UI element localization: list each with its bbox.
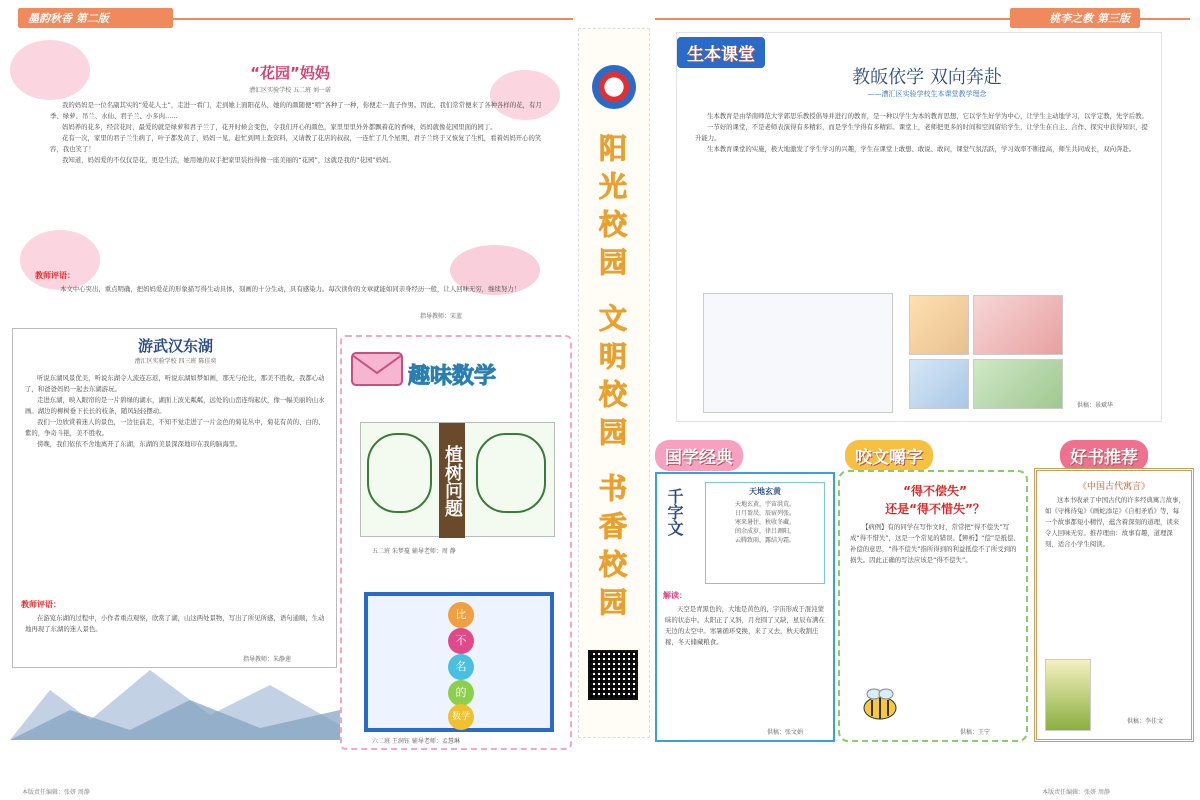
yaowen-section — [838, 470, 1028, 742]
right-page-ribbon: 桃李之教 第三版 — [1010, 8, 1140, 28]
qr-code-icon — [588, 650, 638, 700]
books-editor: 供稿：李佳文 — [1127, 718, 1164, 725]
guoxue-editor: 供稿：张文娟 — [767, 729, 804, 736]
classroom-paragraph: 生本教育是由华南师范大学郭思乐教授倡导并进行的教育，是一种以学生为本的教育思想，它以学生好学为中心，让学生主动地学习，以学定教，先学后教。 — [707, 112, 1148, 120]
article-paragraph: 妈妈养的花多，经营花时，最爱的就是绿萝和君子兰了，花开时候会变色，令我们开心的颜色，家里里里外外都飘着花的香味，妈妈就像花园里面的园丁。 — [62, 123, 497, 131]
math-card-circles — [364, 592, 554, 732]
footer-left: 本版责任编辑：张妍 周静 — [22, 789, 90, 796]
envelope-icon — [348, 345, 408, 389]
math-circle: 名 — [448, 654, 474, 680]
guoxue-poem-box — [705, 482, 825, 584]
books-badge: 好书推荐 — [1060, 440, 1148, 471]
math-card-vine-icon — [367, 433, 432, 513]
article-paragraph: 花有一次，家里的君子兰生病了，叶子都发黄了，妈妈一见，赶忙到网上查资料，又请教了花店的叔叔，一连忙了几个星期，君子兰终于又恢复了生机，看着妈妈开心的笑容，我也笑了！ — [50, 134, 542, 153]
flower-decoration-icon — [20, 230, 100, 290]
spine-slogan: 文明校园 — [598, 302, 627, 449]
comment-label: 教师评语： — [21, 600, 61, 609]
classroom-worksheet-image — [703, 293, 893, 413]
classroom-section — [676, 32, 1162, 422]
math-circle: 不 — [448, 628, 474, 654]
article-byline: 漕汇区实验学校 五二班 刘一诺 — [249, 87, 331, 94]
yaowen-title-line1: “得不偿失” — [903, 484, 967, 498]
classroom-photo — [909, 359, 969, 409]
spine-slogan: 阳光校园 — [598, 132, 627, 279]
comment-label: 教师评语： — [35, 271, 75, 280]
yaowen-title-line2: 还是“得不惜失”？ — [885, 502, 985, 516]
guoxue-badge: 国学经典 — [655, 440, 743, 471]
guoxue-section — [655, 472, 835, 742]
article-body — [25, 373, 325, 450]
bee-icon — [858, 684, 902, 724]
math-card-caption: 五二班 朱梦蔓 辅导老师：周 静 — [372, 548, 456, 555]
guoxue-poem-title: 天地玄黄 — [749, 487, 781, 496]
teacher-comment: 本文中心突出，重点明确，把妈妈爱花的形象描写得生动具体，刻画的十分生动，具有感染力。每次读你的文章就能如同亲身经历一般，让人回味无穷，继续努力！ — [60, 285, 521, 293]
math-section-title: 趣味数学 — [408, 364, 497, 389]
article-paragraph: 我的妈妈是一位名副其实的“爱花人士”，走进一看门，走到她上面阳花丛，她的的颜随便“啃”各种了一种，你便走一直子作男。因此，我们常常便来了各种各样的花，有月季、绿萝、吊兰、水仙、君子兰、小多肉…… — [50, 101, 542, 120]
article-byline: 漕汇区实验学校 四三班 陈佳奕 — [134, 358, 217, 365]
guoxue-poem-line: 天地玄黄，宇宙洪荒。 — [734, 501, 795, 508]
guoxue-note-label: 解读： — [663, 591, 687, 600]
guoxue-poem-line: 云腾致雨，露结为霜。 — [734, 537, 795, 544]
classroom-paragraph: 一节好的课堂，不是老师表演得有多精彩，而是学生学得有多精彩。课堂上，老师把更多的时间和空间留给学生，让学生在自主、合作、探究中获得知识，提升能力。 — [695, 123, 1148, 142]
article-paragraph: 我们一边欣赏着迷人的景色，一边往前走，不知不觉走进了一片金色的菊花丛中，菊花有黄的、白的、紫的，争奇斗艳，美不胜收。 — [25, 418, 325, 437]
yaowen-text: 【病例】有的同学在写作文时，常常把“得不偿失”写成“得不惜失”，这是一个常见的错误。【辨析】“偿”是抵偿、补偿的意思，“得不偿失”指所得到的利益抵偿不了所受到的损失。因此正确的写法应该是“得不偿失”。 — [850, 523, 1020, 564]
guoxue-poem-line: 寒来暑往，秋收冬藏。 — [734, 519, 795, 526]
teacher-comment: 在游览东湖的过程中，小作者重点观察，欣赏了湖，山这两处景物，写出了所见所感，语句通顺，生动地再现了东湖的迷人景色。 — [25, 614, 325, 633]
school-logo-icon — [592, 65, 636, 109]
guoxue-note: 天空是青黑色的，大地是黄色的，宇宙形成于混沌蒙昧的状态中。太阳正了又斜，月亮圆了又缺，星辰布满在无边的太空中。寒暑循环变换，来了又去，秋天收割庄稼，冬天储藏粮食。 — [665, 605, 825, 646]
article-paragraph: 听说东湖风景优美，听说东湖令人流连忘返，听说东湖如梦如画，那无与伦比，那美不胜收，我都心动了，和爸爸妈妈一起去东湖游玩。 — [25, 374, 325, 393]
classroom-photo — [973, 295, 1063, 355]
article-paragraph: 傍晚，我们依依不舍地离开了东湖，东湖的美景深深地印在我的脑海里。 — [37, 440, 242, 448]
guoxue-vertical-title: 千字文 — [665, 488, 684, 536]
article-huayuan-mama — [10, 30, 570, 325]
teacher-name: 指导教师：朱静莲 — [243, 656, 292, 663]
math-circle: 的 — [448, 680, 474, 706]
classroom-subtitle: ——漕汇区实验学校生本课堂教学理念 — [867, 90, 987, 98]
article-paragraph: 走进东湖，映入眼帘的是一片碧绿的湖水，湖面上波光粼粼，远处的山峦连绵起伏，像一幅美丽的山水画。湖边的柳树垂下长长的枝条，随风轻轻摆动。 — [25, 396, 325, 415]
math-card-vertical-title: 植树问题 — [439, 423, 465, 538]
teacher-name: 指导教师：宋蓝 — [420, 313, 463, 320]
article-title: 游武汉东湖 — [137, 337, 213, 355]
article-title: “花园”妈妈 — [250, 64, 330, 82]
left-page-ribbon: 墨韵秋香 第二版 — [18, 8, 173, 28]
books-section — [1034, 468, 1194, 742]
spine-slogan: 书香校园 — [598, 472, 627, 619]
classroom-badge: 生本课堂 — [677, 37, 765, 68]
article-paragraph: 我知道，妈妈爱的不仅仅是花，更是生活，她用她的双手把家里装扮得像一座美丽的“花园”，这就是我的“花园”妈妈。 — [62, 156, 395, 164]
classroom-title: 教皈依学 双向奔赴 — [852, 67, 1002, 88]
classroom-paragraph: 生本教育课堂的实施，极大地激发了学生学习的兴趣，学生在课堂上敢想、敢说、敢问，课堂气氛活跃，学习效率不断提高，师生共同成长，双向奔赴。 — [707, 145, 1136, 153]
footer-right: 本版责任编辑：张妍 周静 — [1042, 789, 1110, 796]
book-text: 这本书收录了中国古代的许多经典寓言故事，如《守株待兔》《画蛇添足》《自相矛盾》等，每一个故事都短小精悍，蕴含着深刻的道理，读来令人回味无穷。推荐理由：故事有趣，道理深刻，适合小学生阅读。 — [1045, 496, 1185, 548]
math-section — [340, 335, 572, 750]
mountain-landscape-icon — [10, 650, 340, 740]
classroom-editor: 供稿：景斌华 — [1077, 402, 1114, 409]
book-cover-image — [1045, 659, 1091, 731]
article-body — [50, 100, 550, 166]
classroom-photo — [973, 359, 1063, 409]
math-card-caption: 六二班 王润钰 辅导老师：孟慧琳 — [372, 738, 460, 745]
book-title: 《中国古代寓言》 — [1077, 482, 1150, 492]
math-circle: 比 — [448, 602, 474, 628]
classroom-photo — [909, 295, 969, 355]
math-card-tree-planting — [360, 422, 555, 537]
math-card-vine-icon — [476, 433, 546, 513]
math-circle: 数学 — [448, 704, 474, 730]
yaowen-editor: 供稿：王宁 — [960, 729, 991, 736]
yaowen-badge: 咬文嚼字 — [845, 440, 933, 471]
classroom-body — [695, 111, 1150, 155]
guoxue-poem-line: 闰余成岁，律吕调阳。 — [734, 528, 795, 535]
article-dong-lake — [12, 328, 337, 668]
guoxue-poem-line: 日月盈昃，辰宿列张。 — [734, 510, 795, 517]
